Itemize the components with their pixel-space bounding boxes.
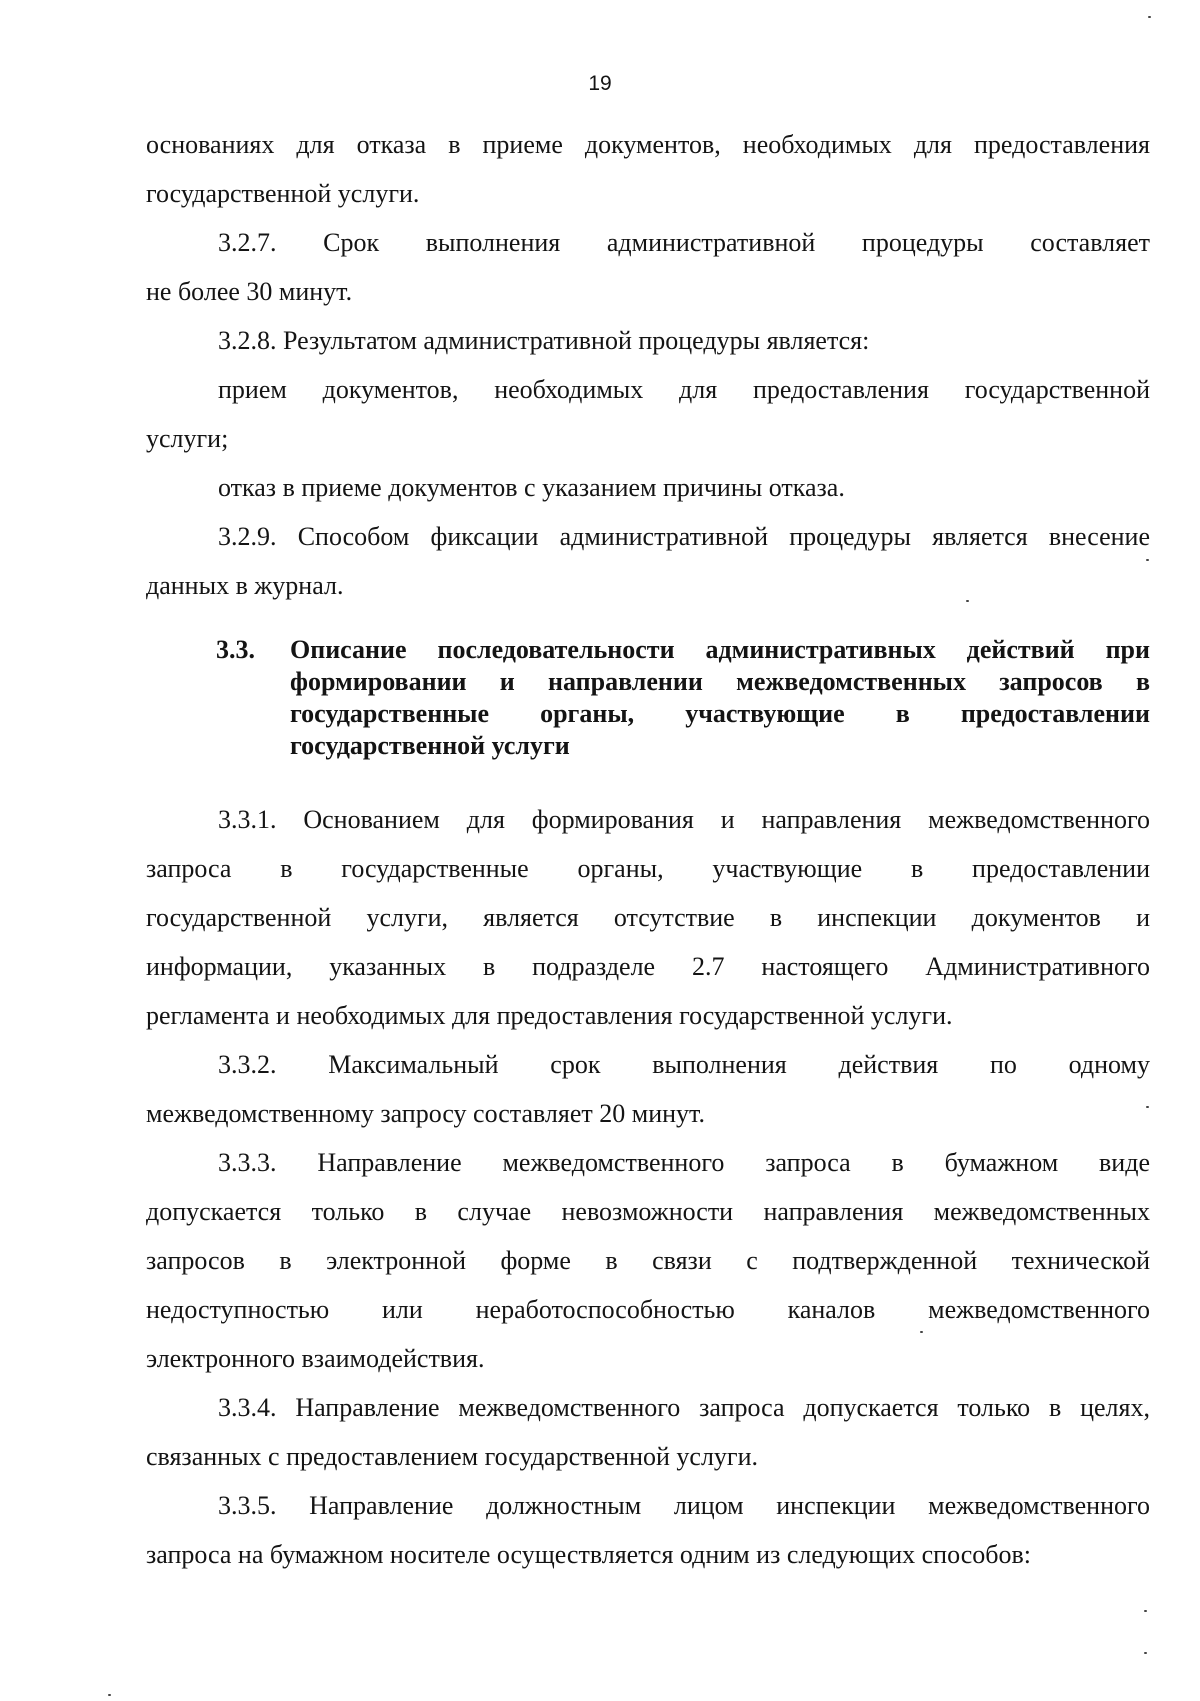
scan-speck (966, 600, 969, 602)
scan-speck (1146, 1106, 1149, 1108)
section-number: 3.3. (216, 635, 255, 664)
paragraph-3-2-9-line: данных в журнал. (146, 571, 344, 600)
paragraph-3-3-3-line: 3.3.3. Направление межведомственного запроса в бумажном виде (218, 1148, 1150, 1177)
paragraph-3-2-7-line: не более 30 минут. (146, 277, 353, 306)
section-title-line: государственной услуги (290, 731, 570, 760)
page-number: 19 (588, 72, 612, 95)
paragraph-3-3-3-line: допускается только в случае невозможности направления межведомственных (146, 1197, 1150, 1226)
scan-speck (1148, 16, 1151, 18)
paragraph-3-3-5-line: запроса на бумажном носителе осуществляется одним из следующих способов: (146, 1540, 1032, 1569)
text-line: основаниях для отказа в приеме документов, необходимых для предоставления (146, 130, 1150, 159)
scan-speck (1144, 1610, 1147, 1612)
paragraph-3-3-1-line: информации, указанных в подразделе 2.7 настоящего Административного (146, 952, 1150, 981)
paragraph-3-3-1-line: запроса в государственные органы, участвующие в предоставлении (146, 854, 1150, 883)
section-title-line: формировании и направлении межведомственных запросов в (290, 667, 1150, 696)
scan-speck (1146, 559, 1149, 561)
list-item-line: прием документов, необходимых для предоставления государственной (218, 375, 1150, 404)
paragraph-3-3-3-line: электронного взаимодействия. (146, 1344, 485, 1373)
list-item-line: услуги; (146, 424, 229, 453)
paragraph-3-3-2-line: межведомственному запросу составляет 20 минут. (146, 1099, 705, 1128)
list-item: отказ в приеме документов с указанием причины отказа. (218, 473, 845, 502)
scan-speck (108, 1694, 111, 1696)
scan-speck (1144, 1652, 1147, 1654)
section-title (290, 634, 1150, 762)
paragraph-3-2-9-line: 3.2.9. Способом фиксации административной процедуры является внесение (218, 522, 1150, 551)
text-line: государственной услуги. (146, 179, 420, 208)
paragraph-3-3-2-line: 3.3.2. Максимальный срок выполнения действия по одному (218, 1050, 1150, 1079)
paragraph-3-3-5-line: 3.3.5. Направление должностным лицом инспекции межведомственного (218, 1491, 1150, 1520)
paragraph-3-3-1-line: государственной услуги, является отсутствие в инспекции документов и (146, 903, 1150, 932)
paragraph-3-3-3-line: запросов в электронной форме в связи с подтвержденной технической (146, 1246, 1150, 1275)
paragraph-3-3-1-line: 3.3.1. Основанием для формирования и направления межведомственного (218, 805, 1150, 834)
paragraph-3-2-8: 3.2.8. Результатом административной процедуры является: (218, 326, 870, 355)
paragraph-3-3-4-line: 3.3.4. Направление межведомственного запроса допускается только в целях, (218, 1393, 1150, 1422)
paragraph-3-2-7-line: 3.2.7. Срок выполнения административной процедуры составляет (218, 228, 1150, 257)
section-title-line: Описание последовательности административных действий при (290, 635, 1150, 664)
paragraph-3-3-4-line: связанных с предоставлением государственной услуги. (146, 1442, 758, 1471)
paragraph-3-3-3-line: недоступностью или неработоспособностью каналов межведомственного (146, 1295, 1150, 1324)
scan-speck (920, 1331, 923, 1333)
paragraph-3-3-1-line: регламента и необходимых для предоставления государственной услуги. (146, 1001, 953, 1030)
section-title-line: государственные органы, участвующие в предоставлении (290, 699, 1150, 728)
